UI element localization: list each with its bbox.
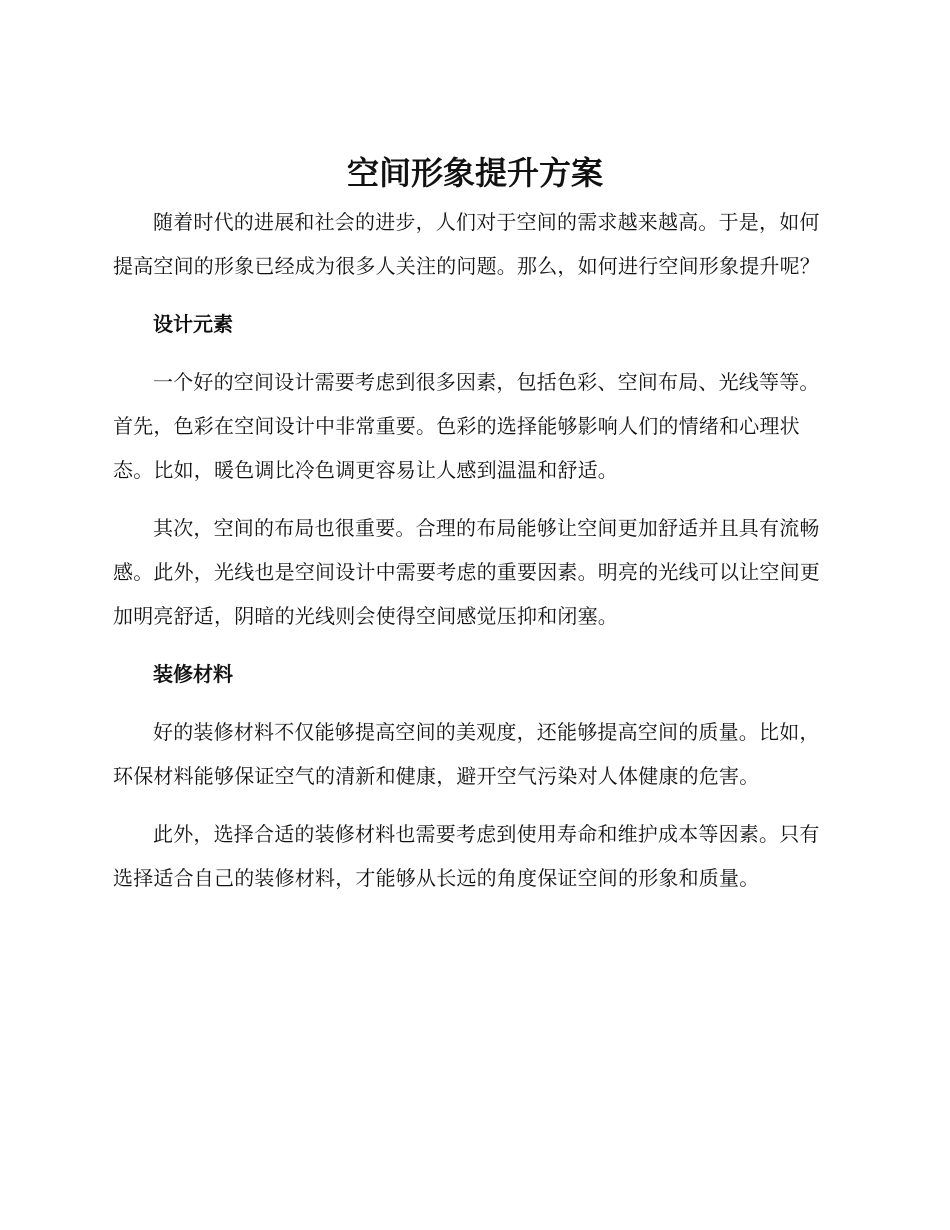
section-heading-design: 设计元素 <box>153 312 233 336</box>
section-heading-materials: 装修材料 <box>153 662 233 686</box>
document-title: 空间形象提升方案 <box>346 154 603 192</box>
section-materials-paragraph-1: 好的装修材料不仅能够提高空间的美观度，还能够提高空间的质量。比如，环保材料能够保证空气的清新和健康，避开空气污染对人体健康的危害。 <box>113 720 820 788</box>
document-body <box>113 200 831 900</box>
spacer <box>113 492 831 506</box>
section-design-paragraph-2: 其次，空间的布局也很重要。合理的布局能够让空间更加舒适并且具有流畅感。此外，光线也是空间设计中需要考虑的重要因素。明亮的光线可以让空间更加明亮舒适，阴暗的光线则会使得空间感觉压抑和闭塞。 <box>113 516 820 628</box>
spacer <box>113 346 831 360</box>
spacer <box>113 638 831 652</box>
intro-paragraph: 随着时代的进展和社会的进步，人们对于空间的需求越来越高。于是，如何提高空间的形象已经成为很多人关注的问题。那么，如何进行空间形象提升呢？ <box>113 210 820 278</box>
spacer <box>113 696 831 710</box>
spacer <box>113 798 831 812</box>
section-design-paragraph-1: 一个好的空间设计需要考虑到很多因素，包括色彩、空间布局、光线等等。首先，色彩在空间设计中非常重要。色彩的选择能够影响人们的情绪和心理状态。比如，暖色调比冷色调更容易让人感到温温和舒适。 <box>113 370 820 482</box>
section-materials-paragraph-2: 此外，选择合适的装修材料也需要考虑到使用寿命和维护成本等因素。只有选择适合自己的装修材料，才能够从长远的角度保证空间的形象和质量。 <box>113 822 820 890</box>
spacer <box>113 288 831 302</box>
